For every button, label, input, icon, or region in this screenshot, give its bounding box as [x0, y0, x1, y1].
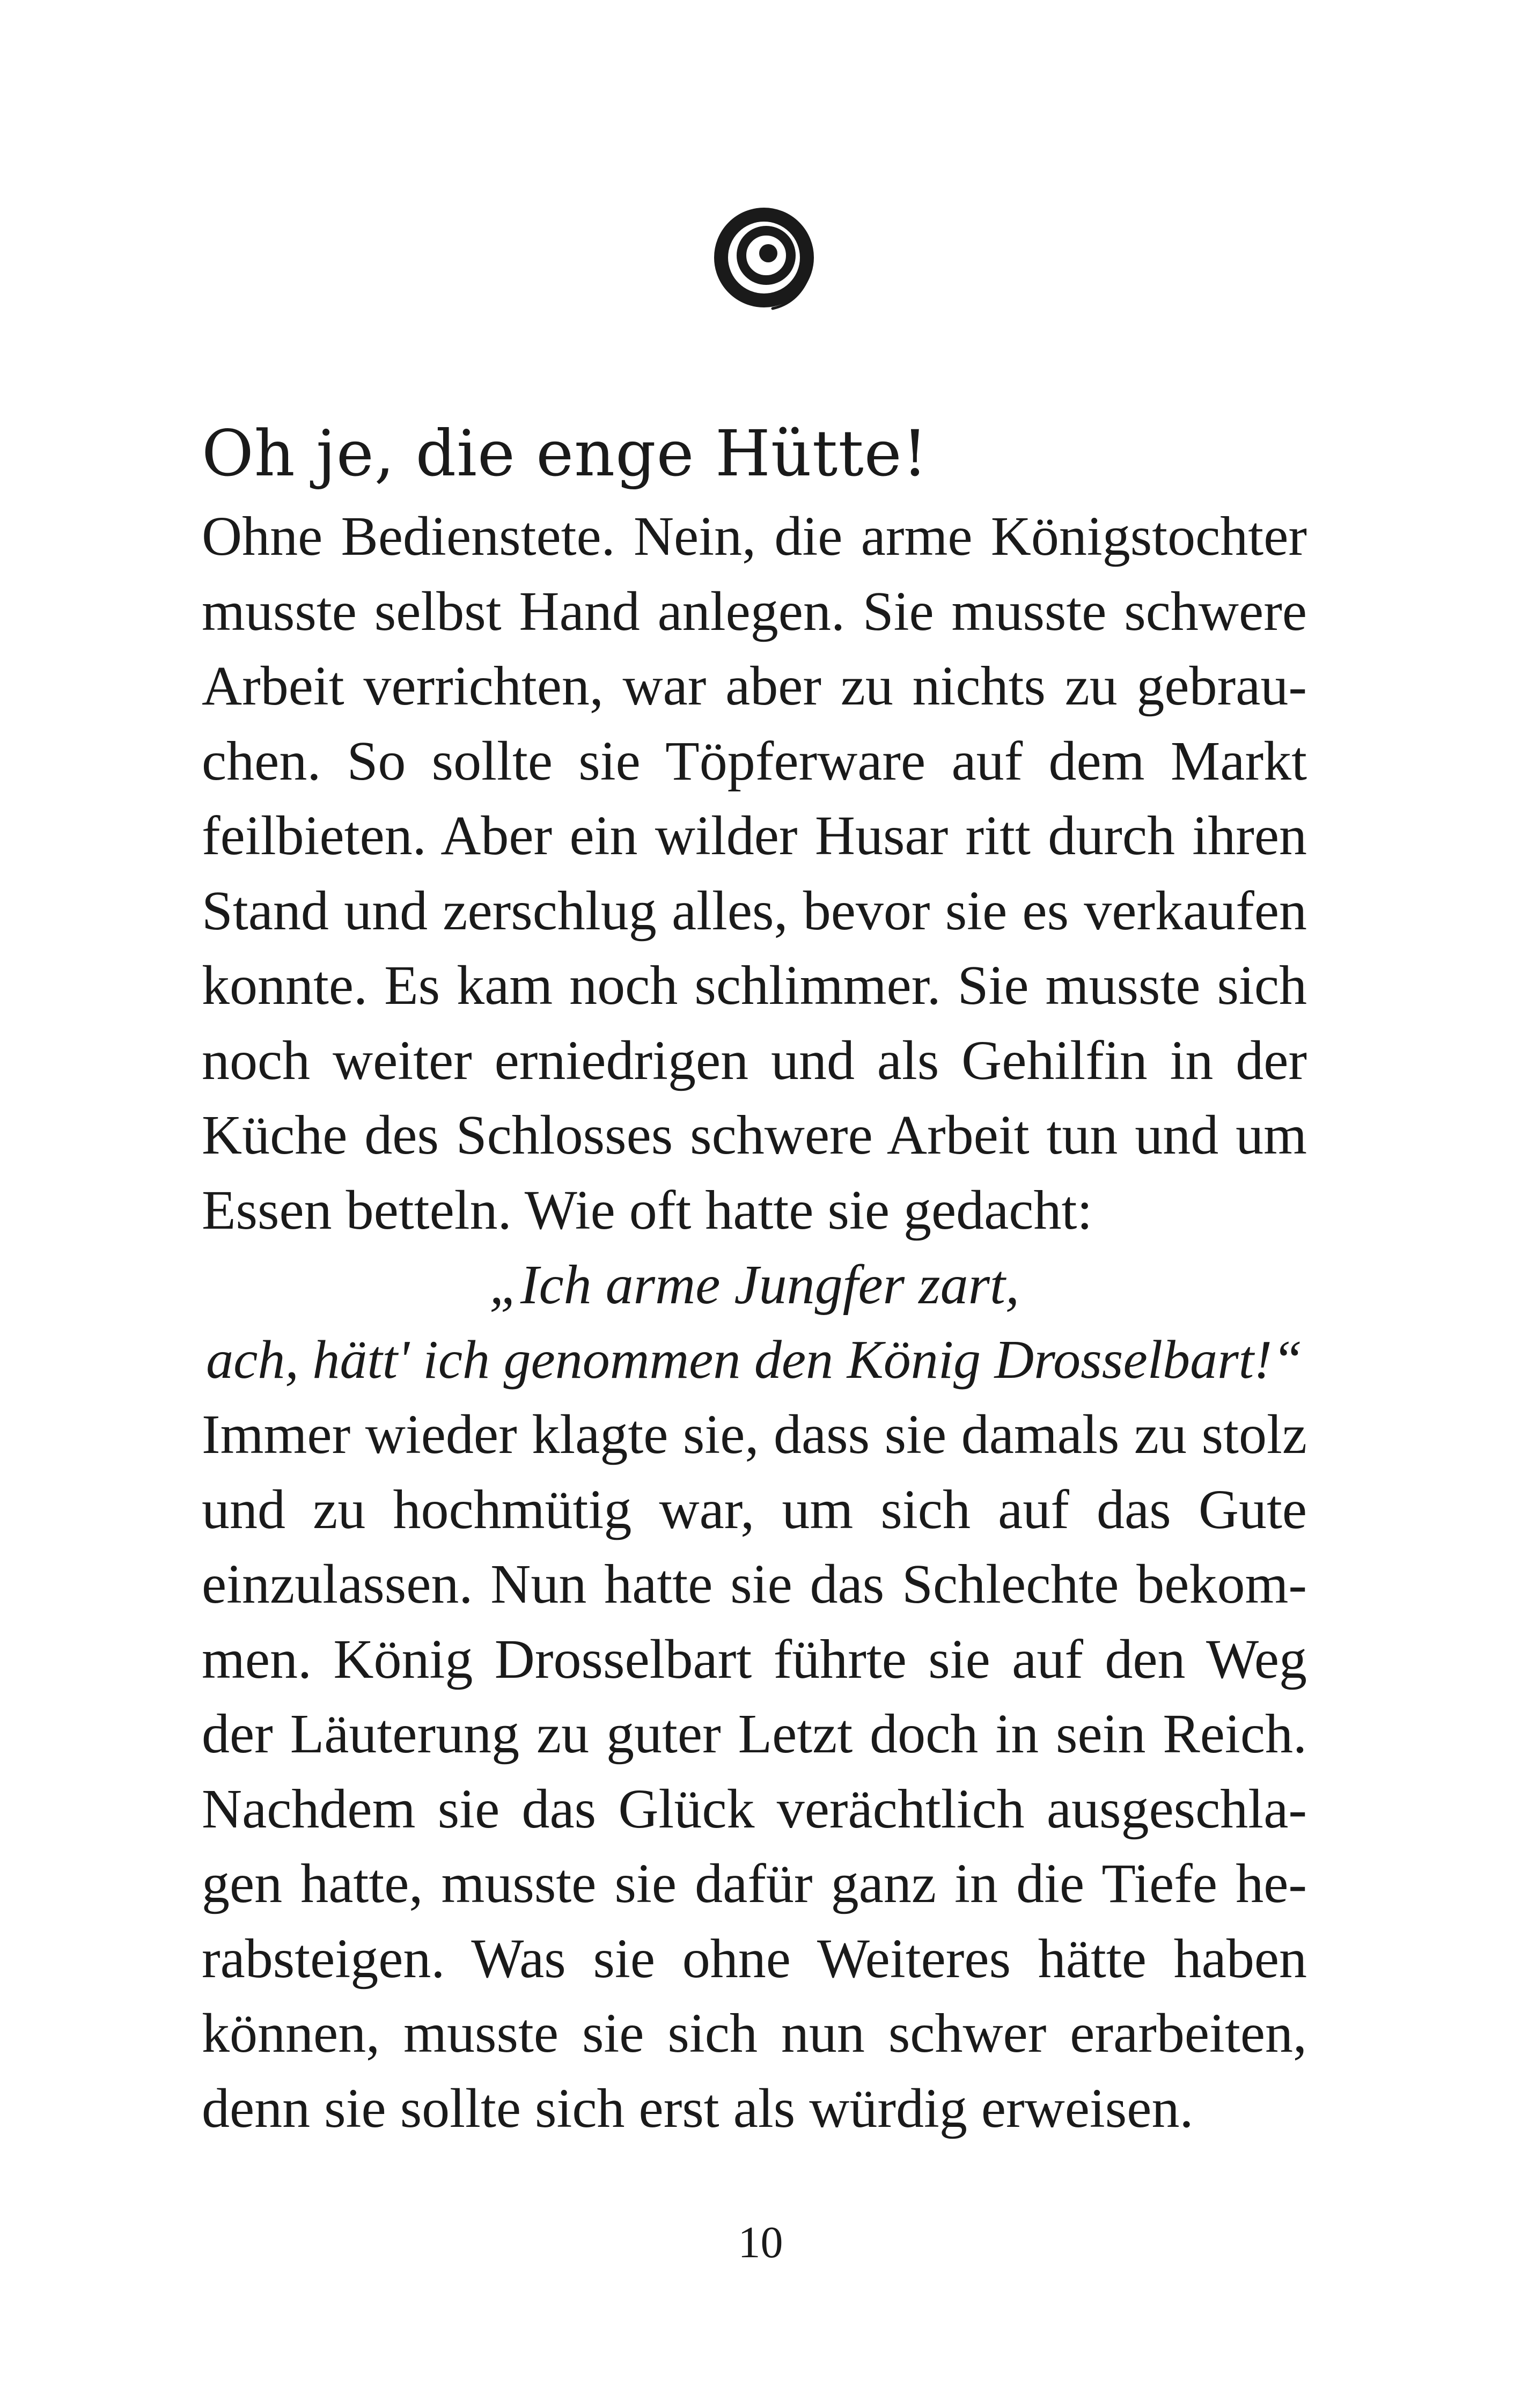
text-line: feilbieten. Aber ein wilder Husar ritt durch ihren	[202, 805, 1307, 867]
verse-quote	[202, 1247, 1307, 1397]
text-line: noch weiter erniedrigen und als Gehilfin in der	[202, 1029, 1307, 1091]
text-line: Essen betteln. Wie oft hatte sie gedacht:	[202, 1179, 1093, 1241]
text-line: Stand und zerschlug alles, bevor sie es verkaufen	[202, 879, 1307, 942]
verse-line: ach, hätt' ich genommen den König Drosselbart!“	[206, 1329, 1303, 1390]
text-line: konnte. Es kam noch schlimmer. Sie musste sich	[202, 955, 1307, 1016]
text-line: Immer wieder klagte sie, dass sie damals zu stolz	[202, 1404, 1307, 1465]
page-number: 10	[738, 2218, 783, 2267]
text-line: Ohne Bedienstete. Nein, die arme Königstochter	[202, 505, 1307, 567]
text-line: denn sie sollte sich erst als würdig erweisen.	[202, 2077, 1194, 2139]
text-line: der Läuterung zu guter Letzt doch in sein Reich.	[202, 1703, 1307, 1765]
page-content	[202, 408, 1307, 2146]
text-line: einzulassen. Nun hatte sie das Schlechte bekom-	[202, 1553, 1307, 1615]
text-line: gen hatte, musste sie dafür ganz in die Tiefe he-	[202, 1853, 1307, 1914]
text-line: können, musste sie sich nun schwer erarbeiten,	[202, 2002, 1307, 2064]
text-line: musste selbst Hand anlegen. Sie musste schwere	[202, 580, 1307, 642]
text-line: rabsteigen. Was sie ohne Weiteres hätte haben	[202, 1927, 1307, 1989]
text-line: Arbeit verrichten, war aber zu nichts zu gebrau-	[202, 655, 1307, 717]
paragraph-2	[202, 1397, 1307, 2146]
text-line: chen. So sollte sie Töpferware auf dem Markt	[202, 730, 1307, 792]
text-line: Küche des Schlosses schwere Arbeit tun und um	[202, 1104, 1307, 1166]
text-line: Nachdem sie das Glück verächtlich ausgeschla-	[202, 1778, 1307, 1840]
spiral-icon	[708, 199, 826, 317]
text-line: men. König Drosselbart führte sie auf den Weg	[202, 1628, 1307, 1690]
text-line: und zu hochmütig war, um sich auf das Gute	[202, 1478, 1307, 1540]
section-heading: Oh je, die enge Hütte!	[202, 416, 928, 490]
verse-line: „Ich arme Jungfer zart,	[489, 1254, 1019, 1316]
paragraph-1	[202, 499, 1307, 1247]
